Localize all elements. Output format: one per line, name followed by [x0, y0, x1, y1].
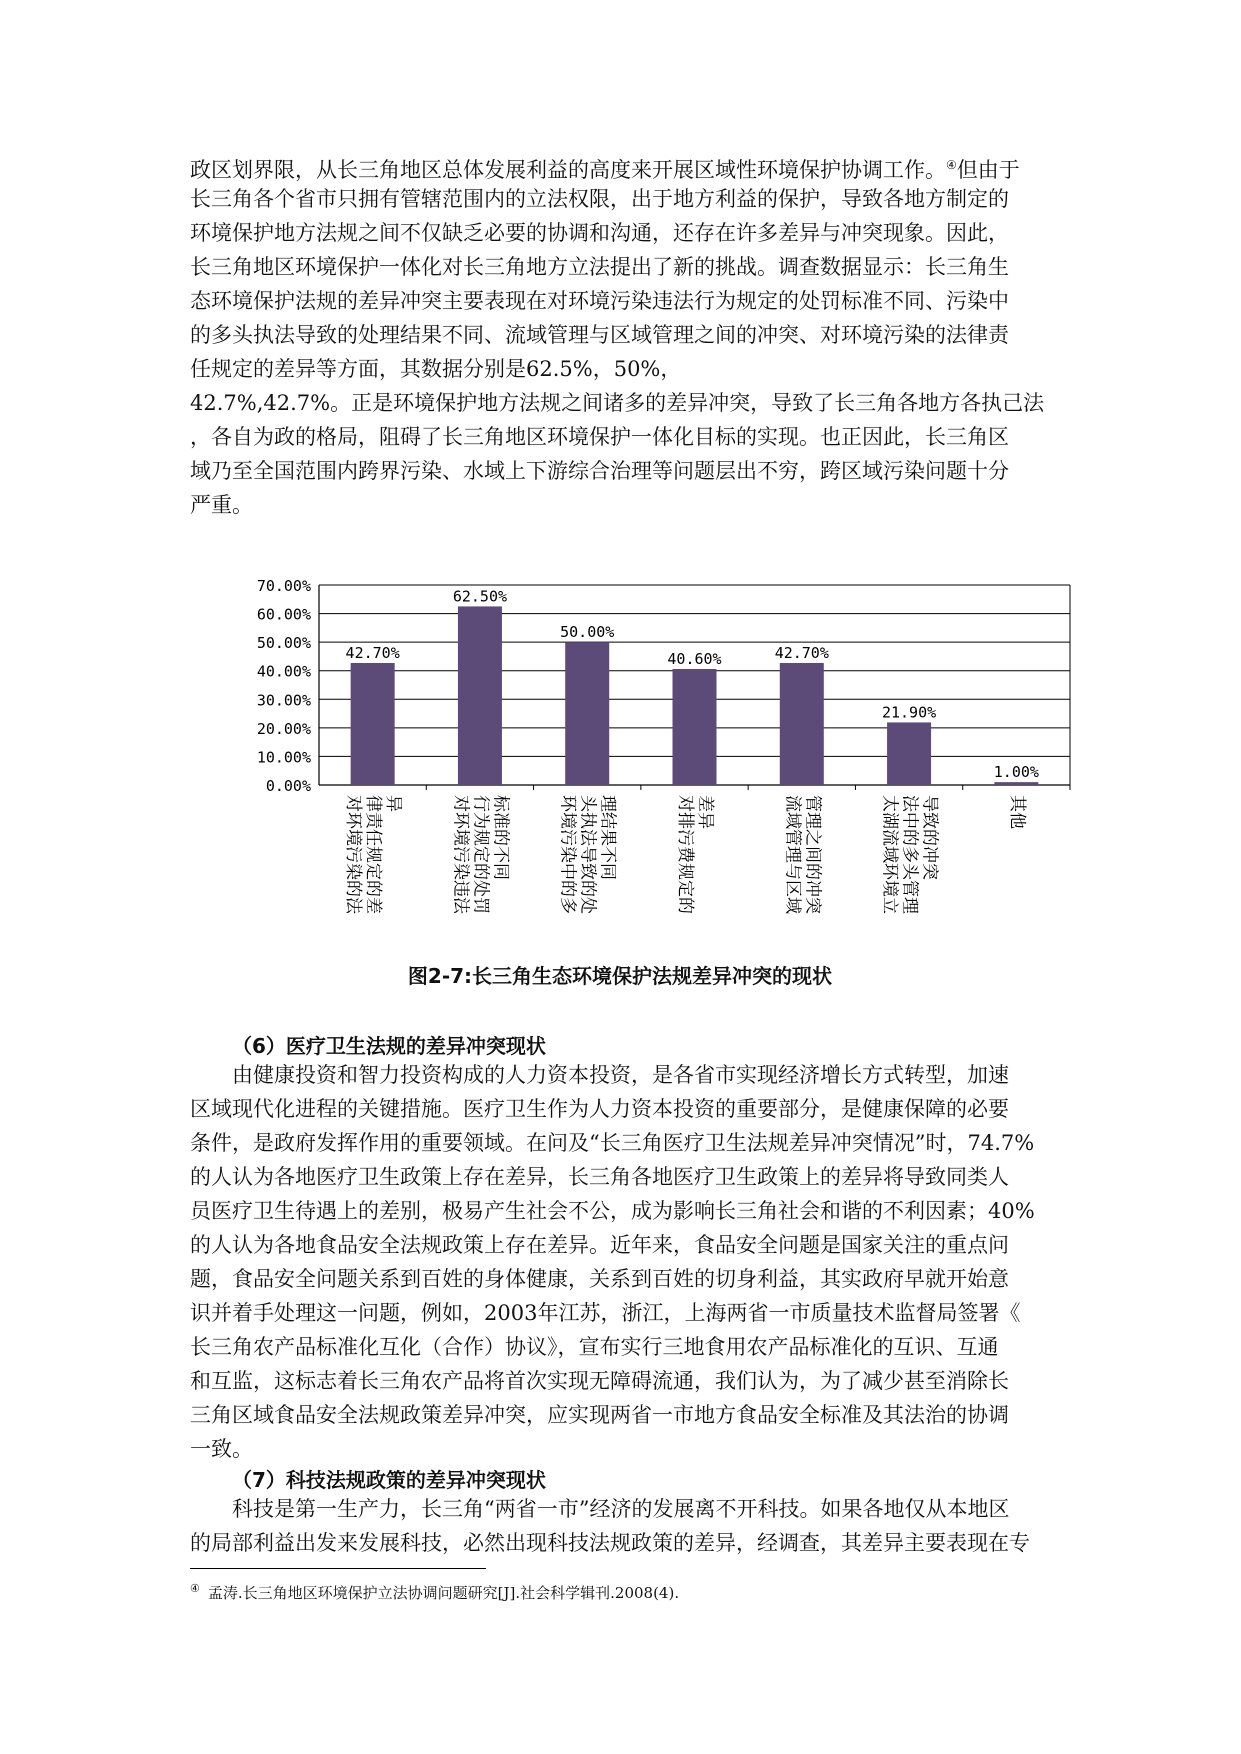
data-label: 21.90%	[881, 703, 937, 722]
footnote-mark: ④	[190, 1582, 200, 1595]
paragraph-line: 由健康投资和智力投资构成的人力资本投资，是各省市实现经济增长方式转型，加速	[232, 1063, 1009, 1087]
bar	[780, 663, 824, 785]
paragraph-line: 员医疗卫生待遇上的差别，极易产生社会不公，成为影响长三角社会和谐的不利因素；40%	[190, 1199, 1035, 1223]
section-heading-6: （6）医疗卫生法规的差异冲突现状	[232, 1034, 546, 1058]
x-category-label: 差异	[695, 795, 715, 829]
x-category-label: 对环境污染的法	[343, 795, 364, 914]
figure-caption: 图2-7:长三角生态环境保护法规差异冲突的现状	[407, 964, 833, 988]
paragraph-line: 长三角各个省市只拥有管辖范围内的立法权限，出于地方利益的保护，导致各地方制定的	[190, 187, 1009, 211]
y-tick-label: 50.00%	[256, 634, 311, 653]
footnote	[190, 1582, 679, 1603]
x-category-label: 太湖流域环境立	[879, 795, 900, 914]
paragraph-line: 长三角农产品标准化互化（合作）协议》，宣布实行三地食用农产品标准化的互识、互通	[190, 1335, 999, 1359]
y-tick-label: 10.00%	[256, 748, 311, 767]
paragraph-line: 区域现代化进程的关键措施。医疗卫生作为人力资本投资的重要部分，是健康保障的必要	[190, 1097, 1009, 1121]
paragraph-line: 的局部利益出发来发展科技，必然出现科技法规政策的差异，经调查，其差异主要表现在专	[190, 1531, 1030, 1555]
paragraph-line: ，各自为政的格局，阻碍了长三角地区环境保护一体化目标的实现。也正因此，长三角区	[190, 425, 1009, 449]
x-category-label: 流域管理与区域	[782, 795, 803, 914]
paragraph-line: 任规定的差异等方面，其数据分别是62.5%，50%，	[190, 357, 682, 381]
x-category-label: 环境污染中的多	[557, 795, 578, 914]
data-label: 1.00%	[993, 763, 1039, 782]
x-category-label: 对排污费规定的	[675, 795, 695, 914]
paragraph-line: 长三角地区环境保护一体化对长三角地方立法提出了新的挑战。调查数据显示：长三角生	[190, 255, 1009, 279]
paragraph-3	[190, 1492, 1050, 1560]
x-category-label: 头执法导致的处	[577, 795, 598, 914]
paragraph-line: 一致。	[190, 1437, 253, 1461]
y-tick-label: 60.00%	[256, 605, 311, 624]
paragraph-line: 42.7%,42.7%。正是环境保护地方法规之间诸多的差异冲突，导致了长三角各地方各执己法	[190, 391, 1045, 415]
y-tick-label: 40.00%	[256, 662, 311, 681]
data-label: 42.70%	[345, 644, 400, 662]
bar	[458, 606, 502, 785]
bar	[351, 663, 395, 785]
y-tick-label: 30.00%	[256, 691, 311, 710]
paragraph-line: 的人认为各地食品安全法规政策上存在差异。近年来，食品安全问题是国家关注的重点问	[190, 1233, 1009, 1257]
paragraph-line: 和互监，这标志着长三角农产品将首次实现无障碍流通，我们认为，为了减少甚至消除长	[190, 1369, 1009, 1393]
x-category-label: 其他	[1006, 795, 1027, 830]
x-category-label: 标准的不同	[490, 795, 511, 880]
x-category-label: 对环境污染违法	[450, 795, 471, 914]
paragraph-line: 态环境保护法规的差异冲突主要表现在对环境污染违法行为规定的处罚标准不同、污染中	[190, 289, 1009, 313]
paragraph-line: 题，食品安全问题关系到百姓的身体健康，关系到百姓的切身利益，其实政府早就开始意	[190, 1267, 1009, 1291]
y-tick-label: 70.00%	[256, 577, 311, 595]
y-tick-label: 0.00%	[265, 777, 311, 795]
y-tick-label: 20.00%	[256, 719, 311, 738]
paragraph-line: 的多头执法导致的处理结果不同、流域管理与区域管理之间的冲突、对环境污染的法律责	[190, 323, 1009, 347]
paragraph-2	[190, 1058, 1050, 1466]
data-label: 50.00%	[560, 623, 615, 642]
x-category-label: 导致的冲突	[919, 795, 940, 880]
x-category-label: 律责任规定的差	[363, 795, 384, 914]
x-category-label: 法中的多头管理	[899, 795, 920, 914]
x-category-label: 管理之间的冲突	[802, 795, 823, 914]
x-category-label: 行为规定的处罚	[470, 795, 491, 914]
paragraph-line: 条件，是政府发挥作用的重要领域。在问及“长三角医疗卫生法规差异冲突情况”时，74.7%	[190, 1131, 1035, 1155]
paragraph-line: 识并着手处理这一问题，例如，2003年江苏，浙江，上海两省一市质量技术监督局签署《	[190, 1301, 1021, 1325]
data-label: 42.70%	[774, 644, 829, 662]
bar	[673, 669, 717, 785]
footnote-reference[interactable]: ④	[946, 158, 957, 172]
section-heading-7: （7）科技法规政策的差异冲突现状	[232, 1468, 546, 1492]
data-label: 62.50%	[452, 587, 508, 606]
footnote-divider	[190, 1568, 486, 1569]
paragraph-line: 域乃至全国范围内跨界污染、水域上下游综合治理等问题层出不穷，跨区域污染问题十分	[190, 459, 1009, 483]
data-label: 40.60%	[667, 650, 722, 668]
paragraph-line: 的人认为各地医疗卫生政策上存在差异，长三角各地医疗卫生政策上的差异将导致同类人	[190, 1165, 1009, 1189]
bar	[887, 722, 931, 785]
bar-chart	[0, 550, 1241, 950]
paragraph-line: 严重。	[190, 493, 253, 517]
bar	[565, 642, 609, 785]
paragraph-line: 科技是第一生产力，长三角“两省一市”经济的发展离不开科技。如果各地仅从本地区	[232, 1497, 1010, 1521]
x-category-label: 理结果不同	[597, 795, 618, 880]
paragraph-line: 政区划界限，从长三角地区总体发展利益的高度来开展区域性环境保护协调工作。④但由于	[190, 158, 1020, 182]
paragraph-line: 环境保护地方法规之间不仅缺乏必要的协调和沟通，还存在许多差异与冲突现象。因此，	[190, 221, 1009, 245]
x-category-label: 异	[383, 795, 404, 812]
footnote-text: 孟涛.长三角地区环境保护立法协调问题研究[J].社会科学辑刊.2008(4).	[207, 1584, 680, 1602]
paragraph-1	[190, 148, 1050, 522]
paragraph-line: 三角区域食品安全法规政策差异冲突，应实现两省一市地方食品安全标准及其法治的协调	[190, 1403, 1009, 1427]
bar	[994, 782, 1038, 785]
